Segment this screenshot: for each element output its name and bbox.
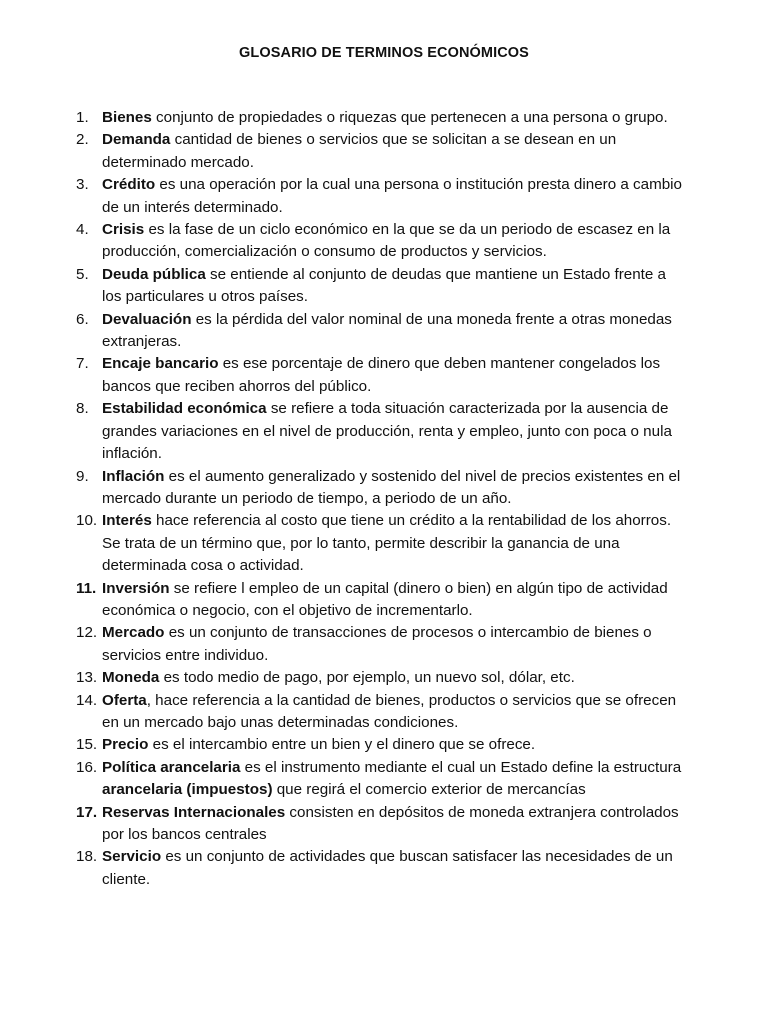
entry-definition: es una operación por la cual una persona o institución presta dinero a cambio de un interés determinado. xyxy=(102,176,682,216)
entry-number: 18. xyxy=(76,848,98,866)
glossary-entry xyxy=(76,757,688,802)
entry-term: Crédito xyxy=(102,176,156,194)
entry-term: Crisis xyxy=(102,221,145,239)
entry-term: Bienes xyxy=(102,109,152,126)
entry-number: 14. xyxy=(76,691,98,709)
glossary-entry xyxy=(76,690,688,735)
glossary-entry xyxy=(76,510,688,577)
glossary-entry xyxy=(76,309,688,354)
entry-definition: es la pérdida del valor nominal de una moneda frente a otras monedas extranjeras. xyxy=(102,310,672,351)
entry-term-secondary: arancelaria (impuestos) xyxy=(102,781,273,799)
glossary-entry xyxy=(76,129,688,174)
entry-term: Inversión xyxy=(102,579,170,597)
entry-definition: conjunto de propiedades o riquezas que pertenecen a una persona o grupo. xyxy=(151,109,668,126)
glossary-list xyxy=(76,107,688,891)
entry-number: 16. xyxy=(76,758,98,776)
entry-definition: se entiende al conjunto de deudas que mantiene un Estado frente a los particulares u otros países. xyxy=(102,265,666,306)
entry-term: Servicio xyxy=(102,848,162,866)
glossary-entry xyxy=(76,802,688,847)
entry-number: 11. xyxy=(76,579,97,597)
entry-number: 12. xyxy=(76,624,98,642)
entry-term: Interés xyxy=(102,512,152,530)
entry-term: Precio xyxy=(102,736,149,754)
entry-definition: se refiere l empleo de un capital (dinero o bien) en algún tipo de actividad económica o negocio, con el objetivo de incrementarlo. xyxy=(102,579,668,619)
entry-term: Devaluación xyxy=(102,310,192,328)
entry-number: 13. xyxy=(76,669,98,687)
entry-definition: es un conjunto de actividades que buscan satisfacer las necesidades de un cliente. xyxy=(102,848,673,888)
entry-definition: es ese porcentaje de dinero que deben mantener congelados los bancos que reciben ahorros del público. xyxy=(102,355,661,395)
document-title: GLOSARIO DE TERMINOS ECONÓMICOS xyxy=(239,45,529,61)
glossary-entry xyxy=(76,667,688,689)
entry-number: 17. xyxy=(76,803,98,821)
entry-term: Oferta xyxy=(102,691,147,709)
glossary-entry xyxy=(76,622,688,667)
glossary-entry xyxy=(76,264,688,309)
entry-number: 9. xyxy=(76,467,89,485)
entry-term: Inflación xyxy=(102,467,165,485)
entry-term: Deuda pública xyxy=(102,265,206,283)
entry-definition: es todo medio de pago, por ejemplo, un nuevo sol, dólar, etc. xyxy=(159,669,575,687)
glossary-entry xyxy=(76,846,688,891)
entry-definition: , hace referencia a la cantidad de bienes, productos o servicios que se ofrecen en un mercado bajo unas determinadas condiciones. xyxy=(102,691,677,731)
entry-definition: consisten en depósitos de moneda extranjera controlados por los bancos centrales xyxy=(102,803,679,843)
entry-definition: cantidad de bienes o servicios que se solicitan a se desean en un determinado mercado. xyxy=(102,131,617,171)
entry-number: 5. xyxy=(76,265,89,283)
entry-definition: es el instrumento mediante el cual un Estado define la estructura xyxy=(240,758,682,776)
entry-number: 8. xyxy=(76,400,89,418)
entry-term: Encaje bancario xyxy=(102,355,219,373)
entry-definition: se refiere a toda situación caracterizada por la ausencia de grandes variaciones en el nivel de producción, renta y empleo, junto con poca o nula inflación. xyxy=(102,400,672,463)
glossary-entry xyxy=(76,107,688,129)
glossary-entry xyxy=(76,174,688,219)
entry-definition-continued: que regirá el comercio exterior de mercancías xyxy=(272,781,586,799)
entry-definition: es el aumento generalizado y sostenido del nivel de precios existentes en el mercado durante un periodo de tiempo, a periodo de un año. xyxy=(102,467,681,507)
glossary-entry xyxy=(76,734,688,756)
entry-term: Demanda xyxy=(102,131,171,149)
glossary-entry xyxy=(76,398,688,465)
entry-term: Política arancelaria xyxy=(102,758,241,776)
glossary-entry xyxy=(76,578,688,623)
entry-number: 10. xyxy=(76,512,98,530)
entry-number: 1. xyxy=(76,109,89,126)
entry-definition: es el intercambio entre un bien y el dinero que se ofrece. xyxy=(148,736,536,754)
entry-number: 15. xyxy=(76,736,98,754)
entry-term: Mercado xyxy=(102,624,165,642)
entry-number: 3. xyxy=(76,176,89,194)
entry-number: 2. xyxy=(76,131,89,149)
entry-definition: hace referencia al costo que tiene un crédito a la rentabilidad de los ahorros. Se trata de un término que, por lo tanto, permite describir la ganancia de una determinada cosa o actividad. xyxy=(102,512,672,575)
entry-term: Reservas Internacionales xyxy=(102,803,286,821)
entry-term: Estabilidad económica xyxy=(102,400,267,418)
entry-term: Moneda xyxy=(102,669,160,687)
entry-definition: es la fase de un ciclo económico en la que se da un periodo de escasez en la producción, comercialización o consumo de productos y servicios. xyxy=(102,221,671,261)
entry-definition: es un conjunto de transacciones de procesos o intercambio de bienes o servicios entre individuo. xyxy=(102,624,652,664)
glossary-entry xyxy=(76,353,688,398)
glossary-entry xyxy=(76,219,688,264)
entry-number: 4. xyxy=(76,221,89,239)
entry-number: 6. xyxy=(76,310,89,328)
glossary-entry xyxy=(76,466,688,511)
entry-number: 7. xyxy=(76,355,89,373)
